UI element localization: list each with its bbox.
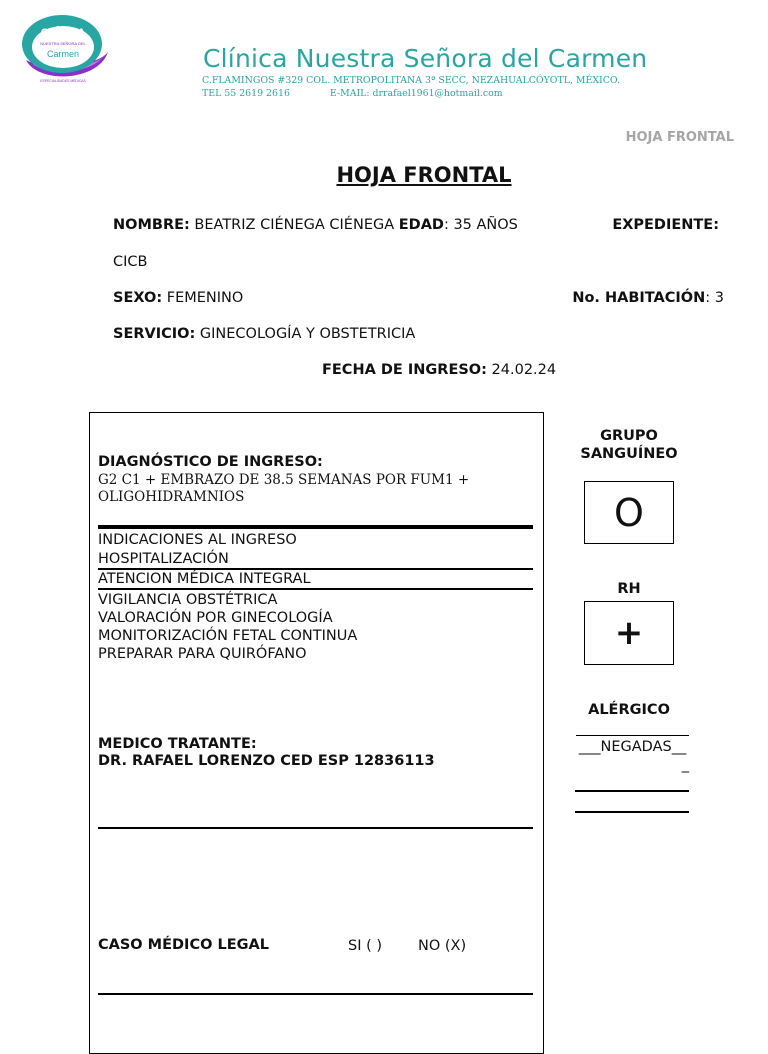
sex-row [113, 290, 243, 306]
legal-case-label: CASO MÉDICO LEGAL [98, 937, 269, 953]
rh-box [584, 601, 674, 665]
rh-label: RH [617, 581, 641, 597]
diagnosis-text [98, 472, 528, 506]
blood-group-value: O [614, 490, 644, 535]
allergy-blank-line [575, 811, 689, 813]
patient-sex: FEMENINO [166, 290, 244, 306]
divider [98, 588, 533, 590]
legal-case-si: SI ( ) [348, 938, 383, 954]
blood-group-box [584, 481, 674, 544]
allergy-blank-line [575, 790, 689, 792]
indication-item: PREPARAR PARA QUIRÓFANO [98, 646, 307, 662]
service-label: SERVICIO: [113, 326, 196, 342]
indication-item: HOSPITALIZACIÓN [98, 551, 229, 567]
indication-item: VALORACIÓN POR GINECOLOGÍA [98, 610, 333, 626]
clinic-contact [202, 88, 503, 99]
record-label: EXPEDIENTE: [612, 217, 719, 233]
legal-case-no: NO (X) [418, 938, 467, 954]
name-label: NOMBRE: [113, 217, 190, 233]
indication-item: MONITORIZACIÓN FETAL CONTINUA [98, 628, 358, 644]
allergic-label: ALÉRGICO [588, 702, 670, 718]
allergy-value-cont: _ [681, 757, 689, 773]
sex-label: SEXO: [113, 290, 163, 306]
clinic-phone: TEL 55 2619 2616 [202, 88, 290, 99]
clinical-box [89, 412, 544, 1054]
clinic-address: C.FLAMINGOS #329 COL. METROPOLITANA 3ª SECC, NEZAHUALCÓYOTL, MÉXICO. [202, 75, 621, 86]
logo-tagline: ESPECIALIDADES MÉDICAS [40, 79, 86, 83]
divider [98, 525, 533, 529]
divider [98, 993, 533, 995]
room-number: : 3 [705, 290, 724, 306]
doctor-label: MEDICO TRATANTE: [98, 736, 257, 752]
indication-item: ATENCION MÉDICA INTEGRAL [98, 571, 311, 587]
room-label: No. HABITACIÓN [572, 290, 706, 306]
patient-name: BEATRIZ CIÉNEGA CIÉNEGA [194, 217, 395, 233]
logo-carmen: Carmen [46, 49, 80, 59]
admission-row [322, 362, 556, 378]
clinic-logo [18, 14, 110, 84]
diagnosis-line: G2 C1 + EMBRAZO DE 38.5 SEMANAS POR FUM1 + [98, 472, 470, 488]
age-label: EDAD [398, 217, 444, 233]
rh-value: + [614, 613, 644, 653]
logo-title: CLÍNICA [40, 27, 86, 39]
divider [98, 827, 533, 829]
room-row [572, 290, 724, 306]
service-value: GINECOLOGÍA Y OBSTETRICIA [199, 326, 416, 342]
service-row [113, 326, 415, 342]
allergy-top-line [576, 735, 689, 736]
allergy-value: ___NEGADAS__ [578, 739, 687, 755]
diagnosis-label: DIAGNÓSTICO DE INGRESO: [98, 454, 323, 470]
indication-item: VIGILANCIA OBSTÉTRICA [98, 592, 278, 608]
record-value: CICB [113, 254, 148, 270]
diagnosis-line: OLIGOHIDRAMNIOS [98, 489, 245, 505]
doctor-name: DR. RAFAEL LORENZO CED ESP 12836113 [98, 753, 435, 769]
clinic-name: Clínica Nuestra Señora del Carmen [203, 44, 648, 73]
blood-group-label: GRUPO SANGUÍNEO [580, 428, 678, 462]
admission-date: 24.02.24 [491, 362, 557, 378]
logo-subtitle: NUESTRA SEÑORA DEL [40, 41, 86, 46]
patient-name-row [113, 217, 518, 233]
admission-label: FECHA DE INGRESO: [322, 362, 487, 378]
patient-age: : 35 AÑOS [443, 217, 518, 233]
clinic-email: E-MAIL: drrafael1961@hotmail.com [329, 88, 503, 99]
indications-label: INDICACIONES AL INGRESO [98, 532, 297, 548]
corner-label: HOJA FRONTAL [625, 130, 734, 145]
document-title: HOJA FRONTAL [336, 163, 512, 187]
